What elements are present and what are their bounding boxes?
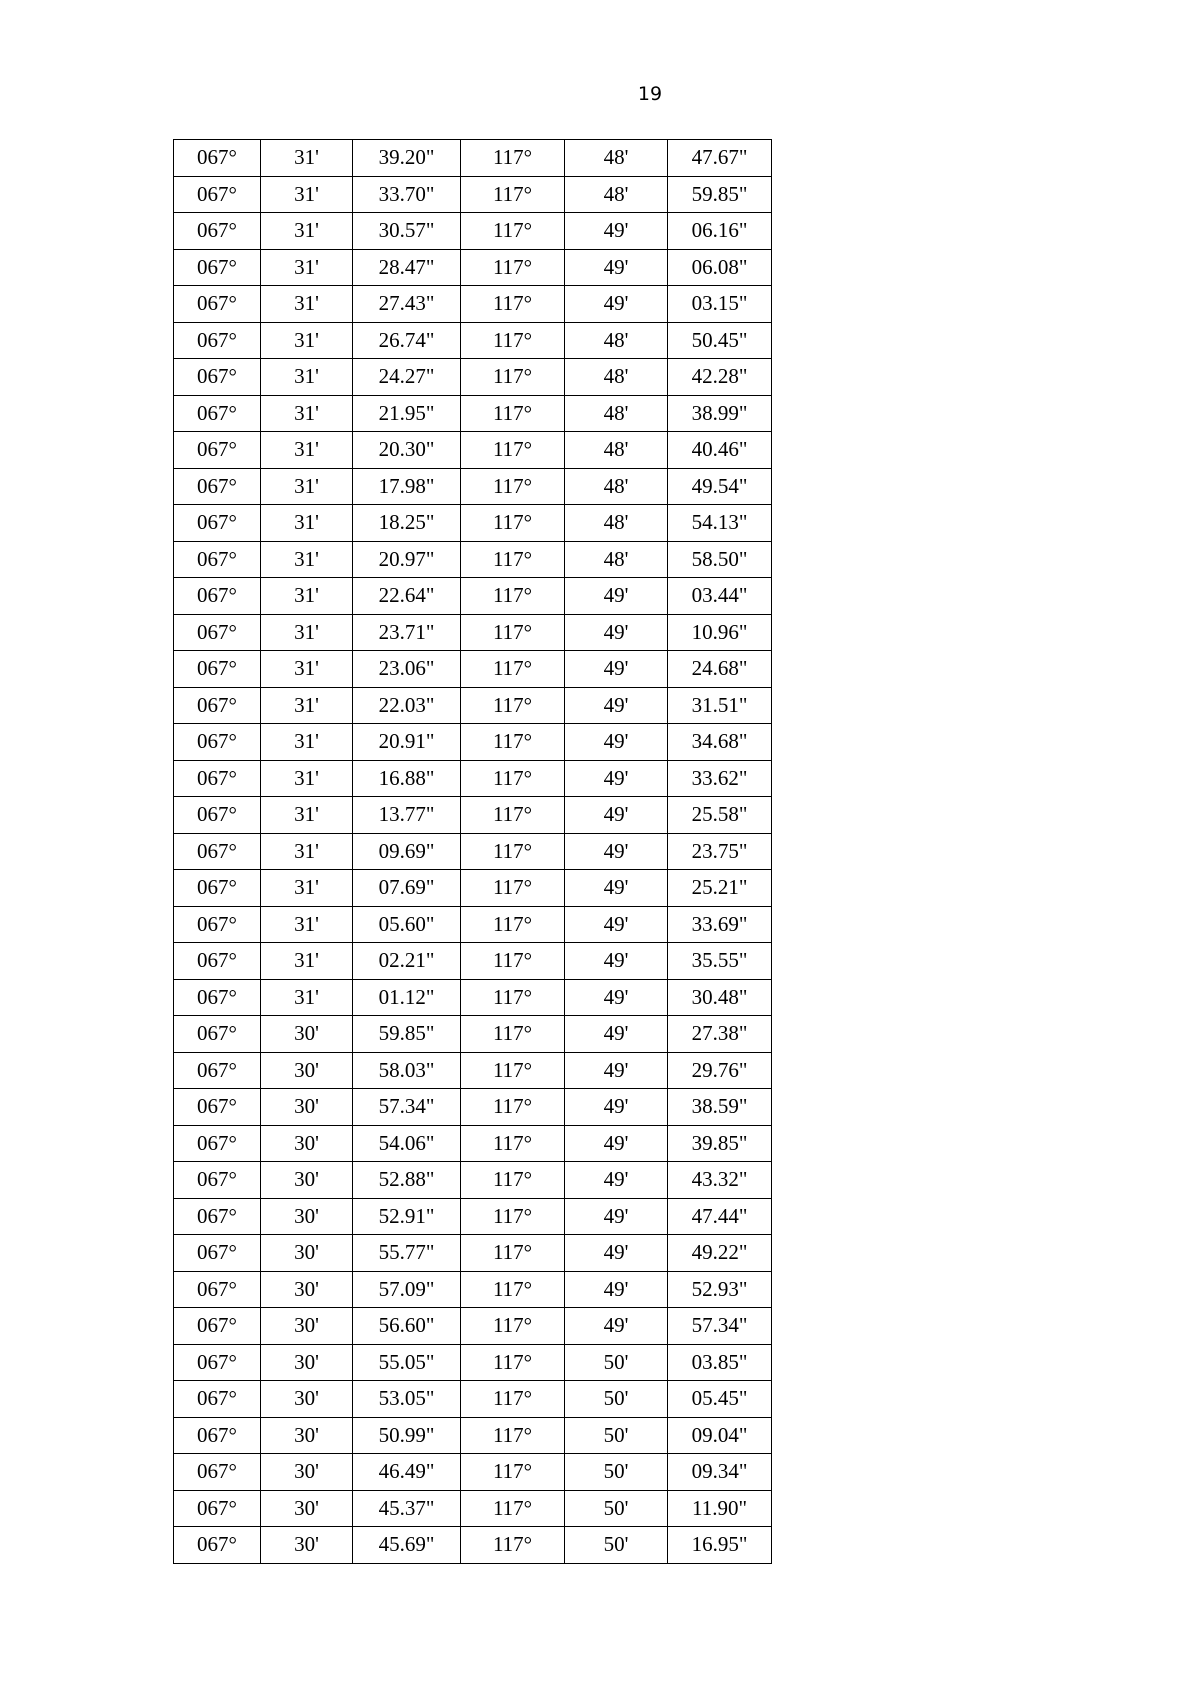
lon-minutes-cell: 31' xyxy=(261,322,353,359)
lon-degrees-cell: 067° xyxy=(174,1052,261,1089)
coordinates-table xyxy=(173,139,772,1564)
lon-seconds-cell: 45.69" xyxy=(353,1527,461,1564)
lon-minutes-cell: 31' xyxy=(261,833,353,870)
lat-degrees-cell: 117° xyxy=(461,760,565,797)
lat-seconds-cell: 23.75" xyxy=(668,833,772,870)
lat-seconds-cell: 30.48" xyxy=(668,979,772,1016)
lat-minutes-cell: 50' xyxy=(565,1344,668,1381)
lon-minutes-cell: 31' xyxy=(261,505,353,542)
lat-minutes-cell: 49' xyxy=(565,614,668,651)
lat-degrees-cell: 117° xyxy=(461,249,565,286)
lon-seconds-cell: 17.98" xyxy=(353,468,461,505)
lat-minutes-cell: 49' xyxy=(565,1198,668,1235)
lat-seconds-cell: 10.96" xyxy=(668,614,772,651)
lat-degrees-cell: 117° xyxy=(461,468,565,505)
lon-degrees-cell: 067° xyxy=(174,176,261,213)
lon-degrees-cell: 067° xyxy=(174,505,261,542)
lat-degrees-cell: 117° xyxy=(461,1271,565,1308)
lon-seconds-cell: 09.69" xyxy=(353,833,461,870)
table-row xyxy=(174,176,772,213)
table-row xyxy=(174,322,772,359)
table-row xyxy=(174,724,772,761)
lat-degrees-cell: 117° xyxy=(461,1417,565,1454)
lon-minutes-cell: 30' xyxy=(261,1271,353,1308)
table-row xyxy=(174,395,772,432)
lat-minutes-cell: 48' xyxy=(565,176,668,213)
lon-degrees-cell: 067° xyxy=(174,322,261,359)
lat-minutes-cell: 49' xyxy=(565,1308,668,1345)
lat-minutes-cell: 49' xyxy=(565,760,668,797)
lon-degrees-cell: 067° xyxy=(174,578,261,615)
lat-minutes-cell: 49' xyxy=(565,1016,668,1053)
lat-degrees-cell: 117° xyxy=(461,1527,565,1564)
lon-seconds-cell: 33.70" xyxy=(353,176,461,213)
lon-minutes-cell: 30' xyxy=(261,1417,353,1454)
lat-degrees-cell: 117° xyxy=(461,687,565,724)
lat-minutes-cell: 49' xyxy=(565,213,668,250)
lon-seconds-cell: 57.09" xyxy=(353,1271,461,1308)
lon-seconds-cell: 30.57" xyxy=(353,213,461,250)
lat-minutes-cell: 50' xyxy=(565,1490,668,1527)
lon-seconds-cell: 22.03" xyxy=(353,687,461,724)
lon-seconds-cell: 55.77" xyxy=(353,1235,461,1272)
lat-seconds-cell: 25.21" xyxy=(668,870,772,907)
lat-degrees-cell: 117° xyxy=(461,906,565,943)
lon-minutes-cell: 30' xyxy=(261,1381,353,1418)
table-row xyxy=(174,213,772,250)
lat-degrees-cell: 117° xyxy=(461,541,565,578)
lon-degrees-cell: 067° xyxy=(174,1271,261,1308)
lon-seconds-cell: 27.43" xyxy=(353,286,461,323)
lon-minutes-cell: 30' xyxy=(261,1344,353,1381)
lat-minutes-cell: 49' xyxy=(565,1271,668,1308)
lat-minutes-cell: 49' xyxy=(565,1089,668,1126)
lon-minutes-cell: 31' xyxy=(261,213,353,250)
lat-degrees-cell: 117° xyxy=(461,1016,565,1053)
lat-seconds-cell: 50.45" xyxy=(668,322,772,359)
table-row xyxy=(174,687,772,724)
lat-degrees-cell: 117° xyxy=(461,979,565,1016)
lon-degrees-cell: 067° xyxy=(174,1381,261,1418)
lon-seconds-cell: 23.06" xyxy=(353,651,461,688)
lon-seconds-cell: 20.30" xyxy=(353,432,461,469)
lon-seconds-cell: 20.91" xyxy=(353,724,461,761)
lon-seconds-cell: 28.47" xyxy=(353,249,461,286)
lon-seconds-cell: 05.60" xyxy=(353,906,461,943)
lat-seconds-cell: 05.45" xyxy=(668,1381,772,1418)
lon-seconds-cell: 02.21" xyxy=(353,943,461,980)
lat-degrees-cell: 117° xyxy=(461,1125,565,1162)
lat-minutes-cell: 49' xyxy=(565,797,668,834)
lon-degrees-cell: 067° xyxy=(174,906,261,943)
lon-minutes-cell: 30' xyxy=(261,1454,353,1491)
lon-seconds-cell: 59.85" xyxy=(353,1016,461,1053)
lat-degrees-cell: 117° xyxy=(461,505,565,542)
lat-degrees-cell: 117° xyxy=(461,1308,565,1345)
lon-seconds-cell: 50.99" xyxy=(353,1417,461,1454)
lat-seconds-cell: 57.34" xyxy=(668,1308,772,1345)
lat-minutes-cell: 48' xyxy=(565,505,668,542)
lon-minutes-cell: 31' xyxy=(261,359,353,396)
lat-seconds-cell: 35.55" xyxy=(668,943,772,980)
lon-degrees-cell: 067° xyxy=(174,687,261,724)
lon-degrees-cell: 067° xyxy=(174,1089,261,1126)
lon-degrees-cell: 067° xyxy=(174,213,261,250)
lon-minutes-cell: 31' xyxy=(261,395,353,432)
lat-seconds-cell: 58.50" xyxy=(668,541,772,578)
lon-minutes-cell: 30' xyxy=(261,1125,353,1162)
lon-seconds-cell: 01.12" xyxy=(353,979,461,1016)
lat-seconds-cell: 59.85" xyxy=(668,176,772,213)
lon-degrees-cell: 067° xyxy=(174,1235,261,1272)
lat-degrees-cell: 117° xyxy=(461,724,565,761)
lat-seconds-cell: 03.85" xyxy=(668,1344,772,1381)
lon-seconds-cell: 57.34" xyxy=(353,1089,461,1126)
lon-minutes-cell: 31' xyxy=(261,468,353,505)
table-row xyxy=(174,1417,772,1454)
table-row xyxy=(174,833,772,870)
lon-degrees-cell: 067° xyxy=(174,468,261,505)
lon-degrees-cell: 067° xyxy=(174,395,261,432)
lat-degrees-cell: 117° xyxy=(461,1235,565,1272)
lat-seconds-cell: 27.38" xyxy=(668,1016,772,1053)
lon-minutes-cell: 31' xyxy=(261,432,353,469)
lat-seconds-cell: 33.62" xyxy=(668,760,772,797)
lon-degrees-cell: 067° xyxy=(174,1490,261,1527)
lat-degrees-cell: 117° xyxy=(461,578,565,615)
lat-minutes-cell: 48' xyxy=(565,468,668,505)
lon-minutes-cell: 30' xyxy=(261,1490,353,1527)
lat-minutes-cell: 48' xyxy=(565,322,668,359)
lon-degrees-cell: 067° xyxy=(174,1417,261,1454)
lat-seconds-cell: 49.54" xyxy=(668,468,772,505)
lat-seconds-cell: 43.32" xyxy=(668,1162,772,1199)
lat-seconds-cell: 33.69" xyxy=(668,906,772,943)
table-row xyxy=(174,979,772,1016)
lon-minutes-cell: 31' xyxy=(261,870,353,907)
table-row xyxy=(174,578,772,615)
lon-seconds-cell: 23.71" xyxy=(353,614,461,651)
lat-seconds-cell: 29.76" xyxy=(668,1052,772,1089)
lat-seconds-cell: 09.34" xyxy=(668,1454,772,1491)
lat-degrees-cell: 117° xyxy=(461,395,565,432)
lon-degrees-cell: 067° xyxy=(174,541,261,578)
lon-seconds-cell: 26.74" xyxy=(353,322,461,359)
lon-degrees-cell: 067° xyxy=(174,614,261,651)
lon-minutes-cell: 30' xyxy=(261,1308,353,1345)
lon-minutes-cell: 31' xyxy=(261,687,353,724)
lon-minutes-cell: 30' xyxy=(261,1198,353,1235)
lon-minutes-cell: 30' xyxy=(261,1162,353,1199)
table-row xyxy=(174,1162,772,1199)
lon-seconds-cell: 55.05" xyxy=(353,1344,461,1381)
lat-seconds-cell: 03.15" xyxy=(668,286,772,323)
lon-minutes-cell: 31' xyxy=(261,979,353,1016)
page-number: 19 xyxy=(637,83,663,105)
lat-seconds-cell: 42.28" xyxy=(668,359,772,396)
lon-seconds-cell: 52.88" xyxy=(353,1162,461,1199)
lon-seconds-cell: 16.88" xyxy=(353,760,461,797)
table-row xyxy=(174,468,772,505)
lon-degrees-cell: 067° xyxy=(174,1162,261,1199)
lat-degrees-cell: 117° xyxy=(461,1089,565,1126)
lat-minutes-cell: 49' xyxy=(565,979,668,1016)
lon-degrees-cell: 067° xyxy=(174,870,261,907)
table-row xyxy=(174,140,772,177)
table-row xyxy=(174,1381,772,1418)
lon-minutes-cell: 30' xyxy=(261,1235,353,1272)
lon-minutes-cell: 31' xyxy=(261,760,353,797)
lat-minutes-cell: 49' xyxy=(565,833,668,870)
lat-minutes-cell: 48' xyxy=(565,140,668,177)
lat-minutes-cell: 49' xyxy=(565,687,668,724)
lat-degrees-cell: 117° xyxy=(461,1381,565,1418)
lat-degrees-cell: 117° xyxy=(461,1344,565,1381)
lon-seconds-cell: 56.60" xyxy=(353,1308,461,1345)
lat-seconds-cell: 06.08" xyxy=(668,249,772,286)
lat-seconds-cell: 31.51" xyxy=(668,687,772,724)
lat-degrees-cell: 117° xyxy=(461,797,565,834)
lat-degrees-cell: 117° xyxy=(461,870,565,907)
lon-degrees-cell: 067° xyxy=(174,432,261,469)
lat-minutes-cell: 49' xyxy=(565,1162,668,1199)
lat-minutes-cell: 50' xyxy=(565,1417,668,1454)
table-row xyxy=(174,1052,772,1089)
lat-seconds-cell: 25.58" xyxy=(668,797,772,834)
lat-degrees-cell: 117° xyxy=(461,213,565,250)
lat-seconds-cell: 38.99" xyxy=(668,395,772,432)
lon-degrees-cell: 067° xyxy=(174,1527,261,1564)
lon-degrees-cell: 067° xyxy=(174,249,261,286)
lon-degrees-cell: 067° xyxy=(174,651,261,688)
lon-degrees-cell: 067° xyxy=(174,359,261,396)
table-row xyxy=(174,359,772,396)
lon-degrees-cell: 067° xyxy=(174,1016,261,1053)
lat-degrees-cell: 117° xyxy=(461,176,565,213)
lon-degrees-cell: 067° xyxy=(174,724,261,761)
table-row xyxy=(174,505,772,542)
lat-minutes-cell: 49' xyxy=(565,906,668,943)
table-row xyxy=(174,1198,772,1235)
lon-seconds-cell: 22.64" xyxy=(353,578,461,615)
lat-degrees-cell: 117° xyxy=(461,833,565,870)
lat-seconds-cell: 47.44" xyxy=(668,1198,772,1235)
table-row xyxy=(174,1454,772,1491)
lat-degrees-cell: 117° xyxy=(461,286,565,323)
lat-degrees-cell: 117° xyxy=(461,614,565,651)
lon-seconds-cell: 18.25" xyxy=(353,505,461,542)
lat-seconds-cell: 06.16" xyxy=(668,213,772,250)
table-row xyxy=(174,1235,772,1272)
lat-minutes-cell: 49' xyxy=(565,249,668,286)
lon-degrees-cell: 067° xyxy=(174,286,261,323)
lat-minutes-cell: 49' xyxy=(565,1235,668,1272)
lon-degrees-cell: 067° xyxy=(174,943,261,980)
lat-degrees-cell: 117° xyxy=(461,1454,565,1491)
lon-degrees-cell: 067° xyxy=(174,1344,261,1381)
lat-degrees-cell: 117° xyxy=(461,359,565,396)
lon-minutes-cell: 31' xyxy=(261,797,353,834)
lat-degrees-cell: 117° xyxy=(461,432,565,469)
lon-seconds-cell: 46.49" xyxy=(353,1454,461,1491)
table-row xyxy=(174,1344,772,1381)
lat-degrees-cell: 117° xyxy=(461,651,565,688)
table-row xyxy=(174,541,772,578)
lat-minutes-cell: 48' xyxy=(565,541,668,578)
lon-minutes-cell: 31' xyxy=(261,578,353,615)
lat-seconds-cell: 47.67" xyxy=(668,140,772,177)
lon-minutes-cell: 31' xyxy=(261,140,353,177)
lon-minutes-cell: 30' xyxy=(261,1016,353,1053)
table-row xyxy=(174,943,772,980)
lon-seconds-cell: 24.27" xyxy=(353,359,461,396)
lon-degrees-cell: 067° xyxy=(174,760,261,797)
lon-degrees-cell: 067° xyxy=(174,1308,261,1345)
lon-seconds-cell: 13.77" xyxy=(353,797,461,834)
lat-seconds-cell: 40.46" xyxy=(668,432,772,469)
lat-minutes-cell: 48' xyxy=(565,359,668,396)
lon-minutes-cell: 30' xyxy=(261,1527,353,1564)
lon-minutes-cell: 31' xyxy=(261,651,353,688)
lon-minutes-cell: 31' xyxy=(261,176,353,213)
lon-degrees-cell: 067° xyxy=(174,1125,261,1162)
lon-degrees-cell: 067° xyxy=(174,833,261,870)
lat-minutes-cell: 49' xyxy=(565,870,668,907)
lat-minutes-cell: 49' xyxy=(565,1052,668,1089)
lon-minutes-cell: 31' xyxy=(261,614,353,651)
lon-seconds-cell: 53.05" xyxy=(353,1381,461,1418)
lat-seconds-cell: 52.93" xyxy=(668,1271,772,1308)
lat-seconds-cell: 49.22" xyxy=(668,1235,772,1272)
lat-seconds-cell: 24.68" xyxy=(668,651,772,688)
table-row xyxy=(174,614,772,651)
lat-seconds-cell: 38.59" xyxy=(668,1089,772,1126)
lat-seconds-cell: 11.90" xyxy=(668,1490,772,1527)
lat-degrees-cell: 117° xyxy=(461,1490,565,1527)
table-row xyxy=(174,432,772,469)
table-row xyxy=(174,1271,772,1308)
lat-minutes-cell: 49' xyxy=(565,943,668,980)
lat-seconds-cell: 39.85" xyxy=(668,1125,772,1162)
lat-seconds-cell: 03.44" xyxy=(668,578,772,615)
lon-seconds-cell: 52.91" xyxy=(353,1198,461,1235)
lon-seconds-cell: 45.37" xyxy=(353,1490,461,1527)
lat-minutes-cell: 50' xyxy=(565,1381,668,1418)
lon-minutes-cell: 30' xyxy=(261,1089,353,1126)
lon-seconds-cell: 54.06" xyxy=(353,1125,461,1162)
table-row xyxy=(174,1125,772,1162)
lat-seconds-cell: 54.13" xyxy=(668,505,772,542)
table-row xyxy=(174,1527,772,1564)
table-row xyxy=(174,286,772,323)
lat-degrees-cell: 117° xyxy=(461,943,565,980)
lat-minutes-cell: 48' xyxy=(565,432,668,469)
lat-minutes-cell: 48' xyxy=(565,395,668,432)
lon-minutes-cell: 31' xyxy=(261,943,353,980)
lon-degrees-cell: 067° xyxy=(174,140,261,177)
lon-seconds-cell: 39.20" xyxy=(353,140,461,177)
table-row xyxy=(174,249,772,286)
table-row xyxy=(174,1308,772,1345)
lat-seconds-cell: 34.68" xyxy=(668,724,772,761)
lon-degrees-cell: 067° xyxy=(174,979,261,1016)
lon-minutes-cell: 31' xyxy=(261,906,353,943)
lon-minutes-cell: 31' xyxy=(261,541,353,578)
lat-minutes-cell: 49' xyxy=(565,286,668,323)
lat-minutes-cell: 49' xyxy=(565,651,668,688)
lon-minutes-cell: 31' xyxy=(261,286,353,323)
lat-degrees-cell: 117° xyxy=(461,322,565,359)
lon-seconds-cell: 58.03" xyxy=(353,1052,461,1089)
lat-degrees-cell: 117° xyxy=(461,1052,565,1089)
lat-degrees-cell: 117° xyxy=(461,140,565,177)
lat-seconds-cell: 09.04" xyxy=(668,1417,772,1454)
lon-minutes-cell: 30' xyxy=(261,1052,353,1089)
lon-minutes-cell: 31' xyxy=(261,724,353,761)
table-row xyxy=(174,870,772,907)
lon-seconds-cell: 21.95" xyxy=(353,395,461,432)
lon-degrees-cell: 067° xyxy=(174,797,261,834)
lat-degrees-cell: 117° xyxy=(461,1162,565,1199)
lat-degrees-cell: 117° xyxy=(461,1198,565,1235)
table-row xyxy=(174,1016,772,1053)
lat-minutes-cell: 49' xyxy=(565,724,668,761)
lat-minutes-cell: 49' xyxy=(565,578,668,615)
lat-seconds-cell: 16.95" xyxy=(668,1527,772,1564)
lon-minutes-cell: 31' xyxy=(261,249,353,286)
lon-degrees-cell: 067° xyxy=(174,1198,261,1235)
lat-minutes-cell: 49' xyxy=(565,1125,668,1162)
table-row xyxy=(174,797,772,834)
lat-minutes-cell: 50' xyxy=(565,1454,668,1491)
lon-seconds-cell: 07.69" xyxy=(353,870,461,907)
table-row xyxy=(174,906,772,943)
table-row xyxy=(174,651,772,688)
coordinates-table-body xyxy=(174,140,772,1564)
table-row xyxy=(174,760,772,797)
lon-degrees-cell: 067° xyxy=(174,1454,261,1491)
lon-seconds-cell: 20.97" xyxy=(353,541,461,578)
table-row xyxy=(174,1089,772,1126)
lat-minutes-cell: 50' xyxy=(565,1527,668,1564)
table-row xyxy=(174,1490,772,1527)
